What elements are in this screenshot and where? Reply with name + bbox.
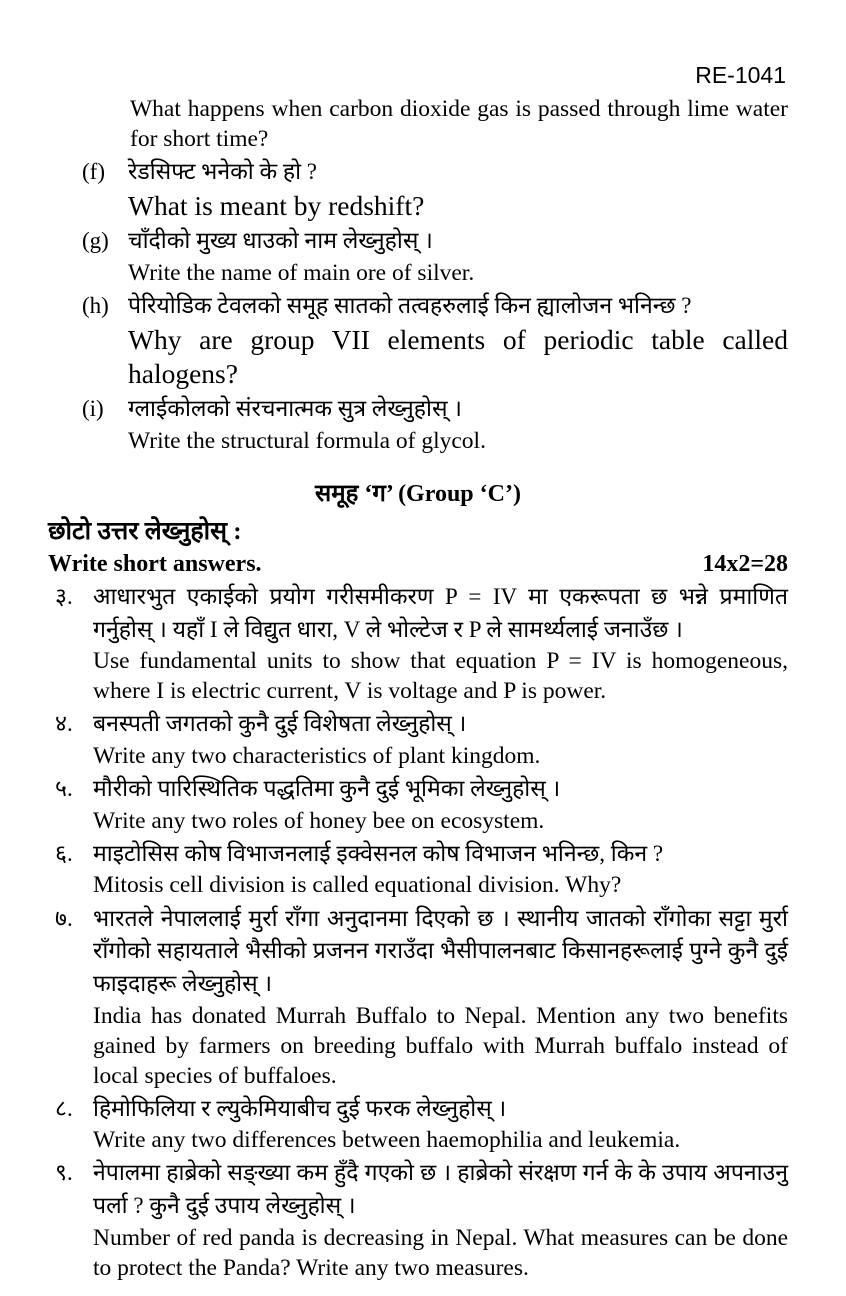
question-number: ८.	[55, 1095, 73, 1121]
sub-question-label: (h)	[82, 292, 109, 318]
sub-question-body	[128, 156, 788, 223]
sub-question-label: (f)	[82, 159, 105, 185]
question-nepali: मौरीको पारिस्थितिक पद्धतिमा कुनै दुई भूमिका लेख्नुहोस् ।	[93, 776, 561, 802]
sub-question-f	[48, 156, 788, 223]
sub-question-body	[128, 225, 788, 288]
question-nepali: नेपालमा हाब्रेको सङ्ख्या कम हुँदै गएको छ । हाब्रेको संरक्षण गर्न के के उपाय अपनाउनु पर्ला ? कुनै दुई उपाय लेख्नुहोस् ।	[93, 1160, 788, 1219]
sub-question-english: Why are group VII elements of periodic table called halogens?	[128, 323, 788, 390]
question-6	[48, 838, 788, 901]
intro-question-english: What happens when carbon dioxide gas is passed through lime water for short time?	[130, 96, 788, 152]
question-nepali: आधारभुत एकाईको प्रयोग गरीसमीकरण P = IV मा एकरूपता छ भन्ने प्रमाणित गर्नुहोस् । यहाँ I ले विद्युत धारा, V ले भोल्टेज र P ले सामर्थ्यलाई जनाउँछ ।	[93, 583, 788, 642]
question-english: Use fundamental units to show that equation P = IV is homogeneous, where I is electric current, V is voltage and P is power.	[93, 648, 788, 705]
question-body	[93, 581, 788, 706]
question-9	[48, 1157, 788, 1282]
question-body	[93, 903, 788, 1091]
sub-question-list	[48, 156, 788, 456]
question-english: India has donated Murrah Buffalo to Nepal. Mention any two benefits gained by farmers on breeding buffalo with Murrah buffalo instead of local species of buffaloes.	[93, 1002, 788, 1089]
question-english: Number of red panda is decreasing in Nepal. What measures can be done to protect the Panda? Write any two measures.	[93, 1224, 788, 1281]
question-nepali: माइटोसिस कोष विभाजनलाई इक्वेसनल कोष विभाजन भनिन्छ, किन ?	[93, 840, 664, 866]
question-number: ७.	[55, 905, 73, 931]
question-english: Write any two differences between haemophilia and leukemia.	[93, 1127, 681, 1154]
sub-question-label: (i)	[82, 396, 104, 422]
sub-question-body	[128, 290, 788, 391]
question-nepali: भारतले नेपाललाई मुर्रा राँगा अनुदानमा दिएको छ । स्थानीय जातको राँगोका सट्टा मुर्रा राँगोको सहायताले भैसीको प्रजनन गराउँदा भैसीपालनबाट किसानहरूलाई पुग्ने कुनै दुई फाइदाहरू लेख्नुहोस् ।	[93, 905, 788, 996]
question-body	[93, 1093, 788, 1156]
question-number: ९.	[55, 1160, 73, 1186]
question-3	[48, 581, 788, 706]
instruction-nepali: छोटो उत्तर लेख्नुहोस् :	[48, 518, 242, 546]
sub-question-english: Write the structural formula of glycol.	[128, 428, 486, 455]
question-8	[48, 1093, 788, 1156]
question-list	[48, 581, 788, 1283]
question-7	[48, 903, 788, 1091]
question-number: ६.	[55, 840, 73, 866]
question-nepali: हिमोफिलिया र ल्युकेमियाबीच दुई फरक लेख्नुहोस् ।	[93, 1095, 507, 1121]
question-5	[48, 773, 788, 836]
document-code: RE-1041	[695, 62, 786, 88]
sub-question-i	[48, 393, 788, 456]
question-body	[93, 708, 788, 771]
question-number: ३.	[55, 583, 73, 609]
question-4	[48, 708, 788, 771]
instruction-row	[48, 549, 788, 579]
sub-question-nepali: रेडसिफ्ट भनेको के हो ?	[128, 159, 318, 185]
sub-question-nepali: चाँदीको मुख्य धाउको नाम लेख्नुहोस् ।	[128, 228, 433, 254]
instruction-english: Write short answers.	[48, 550, 262, 577]
sub-question-nepali: पेरियोडिक टेवलको समूह सातको तत्वहरुलाई किन ह्यालोजन भनिन्छ ?	[128, 292, 692, 318]
sub-question-h	[48, 290, 788, 391]
section-heading: समूह ‘ग’ (Group ‘C’)	[315, 481, 521, 508]
question-body	[93, 1157, 788, 1282]
question-english: Write any two roles of honey bee on ecosystem.	[93, 807, 545, 834]
sub-question-english: What is meant by redshift?	[128, 189, 425, 221]
question-body	[93, 773, 788, 836]
question-english: Mitosis cell division is called equational division. Why?	[93, 872, 622, 899]
question-nepali: बनस्पती जगतको कुनै दुई विशेषता लेख्नुहोस् ।	[93, 711, 467, 737]
sub-question-nepali: ग्लाईकोलको संरचनात्मक सुत्र लेख्नुहोस् ।	[128, 396, 462, 422]
question-number: ५.	[55, 776, 73, 802]
question-body	[93, 838, 788, 901]
sub-question-english: Write the name of main ore of silver.	[128, 259, 475, 286]
sub-question-g	[48, 225, 788, 288]
question-number: ४.	[55, 711, 73, 737]
marks-allocation: 14x2=28	[702, 550, 788, 577]
sub-question-body	[128, 393, 788, 456]
question-english: Write any two characteristics of plant kingdom.	[93, 743, 541, 769]
sub-question-label: (g)	[82, 228, 109, 254]
